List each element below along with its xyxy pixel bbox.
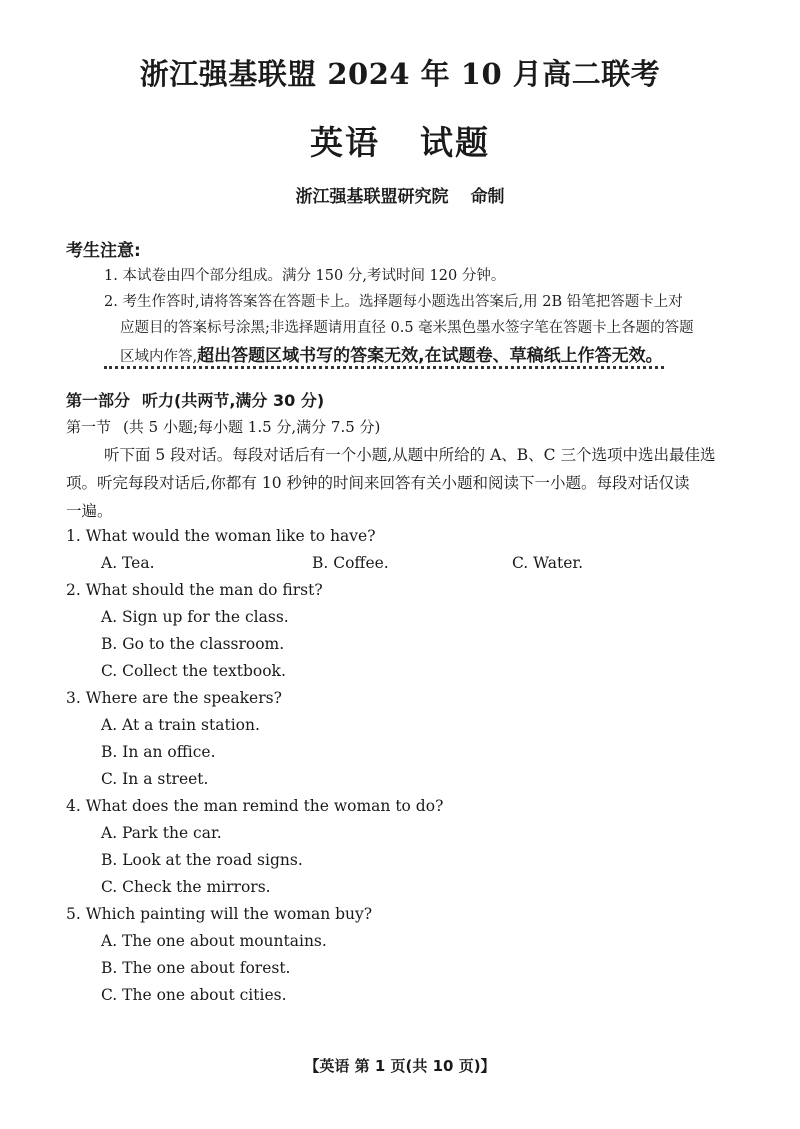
notice-bold-warning: 超出答题区域书写的答案无效,在试题卷、草稿纸上作答无效。 (197, 346, 663, 366)
option-a: A. Tea. (101, 554, 155, 572)
option-b: B. Look at the road signs. (101, 851, 303, 869)
notice-item-2-line-2: 应题目的答案标号涂黑;非选择题请用直径 0.5 毫米黑色墨水签字笔在答题卡上各题的答题 (120, 320, 694, 336)
subject-label: 英语 (310, 123, 380, 162)
option-c: C. In a street. (101, 770, 209, 788)
option-c: C. Check the mirrors. (101, 878, 271, 896)
notice-heading: 考生注意: (66, 241, 141, 261)
option-a: A. At a train station. (101, 716, 260, 734)
part-1-name: 听力(共两节,满分 30 分) (142, 391, 325, 410)
page-footer: 【英语 第 1 页(共 10 页)】 (304, 1057, 496, 1075)
instruction-line-1: 听下面 5 段对话。每段对话后有一个小题,从题中所给的 A、B、C 三个选项中选出最佳选 (104, 446, 716, 464)
section-1-label: 第一节 (66, 418, 112, 436)
notice-normal-text: 区域内作答, (120, 349, 198, 365)
notice-item-1: 1. 本试卷由四个部分组成。满分 150 分,考试时间 120 分钟。 (104, 268, 506, 284)
option-c: C. The one about cities. (101, 986, 287, 1004)
author-line (0, 182, 800, 207)
notice-item-2-line-3 (120, 341, 663, 366)
option-b: B. Coffee. (312, 554, 389, 572)
author-role: 命制 (470, 187, 505, 207)
section-1-heading (66, 416, 380, 437)
question-stem: 2. What should the man do first? (66, 581, 323, 599)
question-stem: 1. What would the woman like to have? (66, 527, 376, 545)
question-stem: 5. Which painting will the woman buy? (66, 905, 373, 923)
part-1-heading (66, 388, 324, 411)
notice-item-2-line-1: 2. 考生作答时,请将答案答在答题卡上。选择题每小题选出答案后,用 2B 铅笔把答题卡上对 (104, 294, 683, 310)
part-1-label: 第一部分 (66, 391, 131, 410)
instruction-line-3: 一遍。 (66, 502, 113, 520)
instruction-line-2: 项。听完每段对话后,你都有 10 秒钟的时间来回答有关小题和阅读下一小题。每段对话仅读 (66, 474, 690, 492)
option-b: B. In an office. (101, 743, 216, 761)
option-a: A. The one about mountains. (101, 932, 327, 950)
option-b: B. The one about forest. (101, 959, 291, 977)
option-c: C. Collect the textbook. (101, 662, 286, 680)
option-c: C. Water. (512, 554, 584, 572)
paper-title (0, 117, 800, 164)
option-a: A. Park the car. (101, 824, 222, 842)
section-1-info: (共 5 小题;每小题 1.5 分,满分 7.5 分) (123, 418, 381, 436)
question-stem: 4. What does the man remind the woman to do? (66, 797, 444, 815)
option-b: B. Go to the classroom. (101, 635, 285, 653)
question-stem: 3. Where are the speakers? (66, 689, 282, 707)
option-a: A. Sign up for the class. (101, 608, 289, 626)
paper-label: 试题 (420, 123, 490, 162)
author-name: 浙江强基联盟研究院 (295, 187, 449, 207)
dotted-emphasis (104, 366, 664, 373)
exam-title: 浙江强基联盟 2024 年 10 月高二联考 (139, 57, 661, 91)
